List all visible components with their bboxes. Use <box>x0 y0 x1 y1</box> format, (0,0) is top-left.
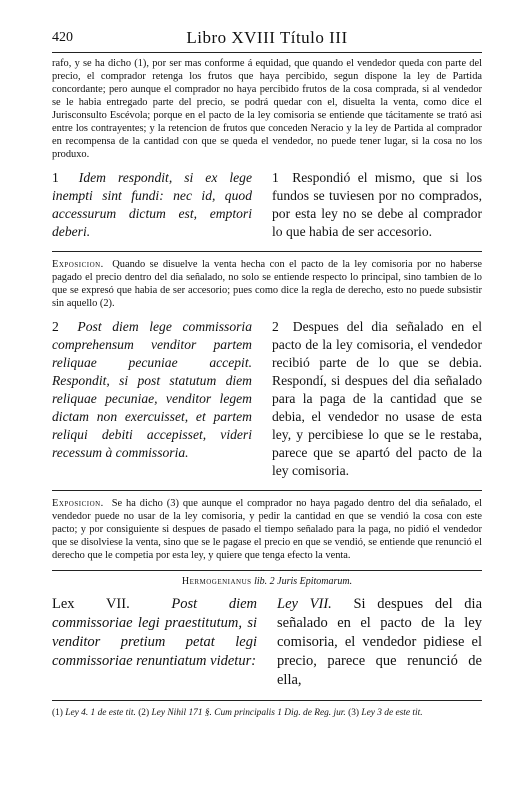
spanish-column <box>277 595 482 690</box>
ley-label: Ley VII. <box>277 596 332 612</box>
spanish-text: Respondió el mismo, que si los fundos se tuviesen por no comprados, por esta ley no se debe al comprador lo que habia de ser accesorio. <box>272 170 483 239</box>
footnotes <box>52 700 482 719</box>
paragraph-2 <box>52 318 482 480</box>
running-head: Libro XVIII Título III <box>186 28 348 47</box>
paragraph-1 <box>52 169 482 241</box>
latin-column <box>52 318 252 480</box>
source-reference: lib. 2 Juris Epitomarum. <box>254 576 353 587</box>
paragraph-number: 1 <box>52 170 59 185</box>
latin-text: Post diem commissoriae legi praestitutum, si venditor pretium petat legi commissoriae renuntiatum videtur: <box>52 596 258 669</box>
footnote <box>348 708 422 718</box>
footnote <box>52 708 138 718</box>
footnote-text: Ley 3 de este tit. <box>361 708 423 718</box>
spanish-text: Si despues del dia señalado en el pacto de la ley comisoria, el vendedor pidiese el precio, parece que renunció de ella, <box>277 596 483 688</box>
page-number: 420 <box>52 30 73 45</box>
exposicion-text: Se ha dicho (3) que aunque el comprador no haya pagado dentro del dia señalado, el vendedor puede no usar de la ley comisoria, y pedir la cantidad en que se vendió la cosa con este pacto; y por consiguiente si despues de pasado el tiempo señalado para la paga, no pidió el vendedor que se disolviese la venta, sino que se le pagase el precio en que se vendió, se entiende que renunció el derecho que le competia por esta ley, y quiere que tenga efecto la venta. <box>52 498 482 561</box>
lex-label: Lex VII. <box>52 596 130 612</box>
exposicion-label: Exposicion. <box>52 259 104 270</box>
paragraph-number: 2 <box>272 319 279 334</box>
exposicion-2 <box>52 490 482 562</box>
spanish-column <box>272 169 482 241</box>
lex-7 <box>52 595 482 690</box>
source-citation <box>52 570 482 587</box>
exposicion-text: Quando se disuelve la venta hecha con el pacto de la ley comisoria por no haberse pagado el precio dentro del dia señalado, no solo se entiende respecto lo principal, sino tambien de lo que se expresó que habia de ser accesorio; pues como dice la regla de derecho, esto no puede subsistir sin aquello (2). <box>52 259 482 309</box>
paragraph-number: 2 <box>52 319 59 334</box>
spanish-column <box>272 318 482 480</box>
footnote-marker: (1) <box>52 708 63 718</box>
intro-paragraph: rafo, y se ha dicho (1), por ser mas conforme á equidad, que quando el vendedor queda con parte del precio, el comprador retenga los frutos que haya percibido, segun dispone la ley de Partida concordante; pero aunque el comprador no haya percibido frutos de la cosa comprada, si al vendedor se le habia entregado parte del precio, se podrá quedar con el, disuelta la venta, como dice el Jurisconsulto Escévola; porque en el pacto de la ley comisoria se entiende que tácitamente se trató asi entre los contrayentes; y la retencion de frutos que conceden Neracio y la ley de Partida al comprador en recompensa de la cantidad con que se queda el vendedor, no puede tener lugar, si la cosa no los produxo. <box>52 58 482 160</box>
book-page <box>52 28 482 719</box>
page-header <box>52 28 482 53</box>
spanish-text: Despues del dia señalado en el pacto de la ley comisoria, el vendedor recibió parte de lo que se debia. Respondí, si despues del dia señalado para la paga de la cantidad que se debia, el vendedor no usase de esta ley, y percibiese lo que se le restaba, parece que se apartó del pacto de la ley comisoria. <box>272 319 482 478</box>
latin-text: Post diem lege commissoria comprehensum venditor partem reliquae pecuniae accepit. Respondit, si post statutum diem reliquae pecuniae, venditor legem dictam non exercuisset, et partem reliqui debiti accepisset, videri recessum à commissoria. <box>52 319 252 460</box>
footnote-text: Ley Nihil 171 §. Cum principalis 1 Dig. de Reg. jur. <box>151 708 346 718</box>
exposicion-label: Exposicion. <box>52 498 104 509</box>
latin-column <box>52 595 257 690</box>
paragraph-number: 1 <box>272 170 279 185</box>
source-author: Hermogenianus <box>181 576 252 587</box>
footnote-marker: (3) <box>348 708 360 718</box>
exposicion-1 <box>52 251 482 310</box>
latin-column <box>52 169 252 241</box>
footnote <box>138 708 348 718</box>
footnote-marker: (2) <box>138 708 150 718</box>
latin-text: Idem respondit, si ex lege inempti sint fundi: nec id, quod accessurum dictum est, emptori deberi. <box>52 170 252 239</box>
footnote-text: Ley 4. 1 de este tit. <box>65 708 136 718</box>
